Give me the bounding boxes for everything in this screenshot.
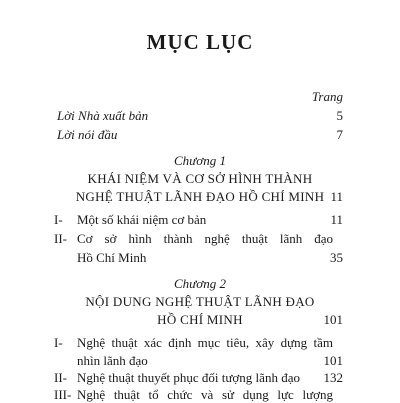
toc-page-number: 132 xyxy=(323,370,343,385)
toc-page-number: 101 xyxy=(323,312,343,327)
section-number: II- xyxy=(54,370,67,385)
toc-front-item-publisher: Lời Nhà xuất bản xyxy=(57,108,149,123)
section-number: I- xyxy=(54,212,63,227)
section-number: III- xyxy=(54,387,72,402)
toc-page-number: 101 xyxy=(323,353,343,368)
section-title: Một số khái niệm cơ bản xyxy=(77,212,207,227)
toc-page-number: 11 xyxy=(330,212,343,227)
chapter-1-title-line: KHÁI NIỆM VÀ CƠ SỞ HÌNH THÀNH xyxy=(87,171,313,186)
chapter-2-title-line: HỒ CHÍ MINH xyxy=(157,312,243,327)
section-number: I- xyxy=(54,335,63,350)
toc-page-number: 11 xyxy=(330,189,343,204)
chapter-2-heading: Chương 2 xyxy=(174,276,226,291)
section-title: Nghệ thuật xác định mục tiêu, xây dựng tầm xyxy=(77,335,333,350)
page-column-label: Trang xyxy=(311,89,343,104)
section-title: Nghệ thuật thuyết phục đối tượng lãnh đạo xyxy=(77,370,300,385)
section-title: Nghệ thuật tổ chức và sử dụng lực lượng xyxy=(77,387,333,402)
chapter-1-heading: Chương 1 xyxy=(174,153,226,168)
toc-page-number: 5 xyxy=(336,108,343,123)
section-title: Cơ sở hình thành nghệ thuật lãnh đạo xyxy=(77,231,333,246)
toc-page-number: 35 xyxy=(330,250,343,265)
section-title-continued: Hồ Chí Minh xyxy=(77,250,147,265)
page-title: MỤC LỤC xyxy=(146,30,254,54)
section-number: II- xyxy=(54,231,67,246)
toc-front-item-preface: Lời nói đầu xyxy=(57,127,118,142)
section-title-continued: nhìn lãnh đạo xyxy=(77,353,148,368)
toc-page-number: 7 xyxy=(336,127,343,142)
chapter-1-title-line: NGHỆ THUẬT LÃNH ĐẠO HỒ CHÍ MINH xyxy=(75,189,325,204)
chapter-2-title-line: NỘI DUNG NGHỆ THUẬT LÃNH ĐẠO xyxy=(85,294,315,309)
